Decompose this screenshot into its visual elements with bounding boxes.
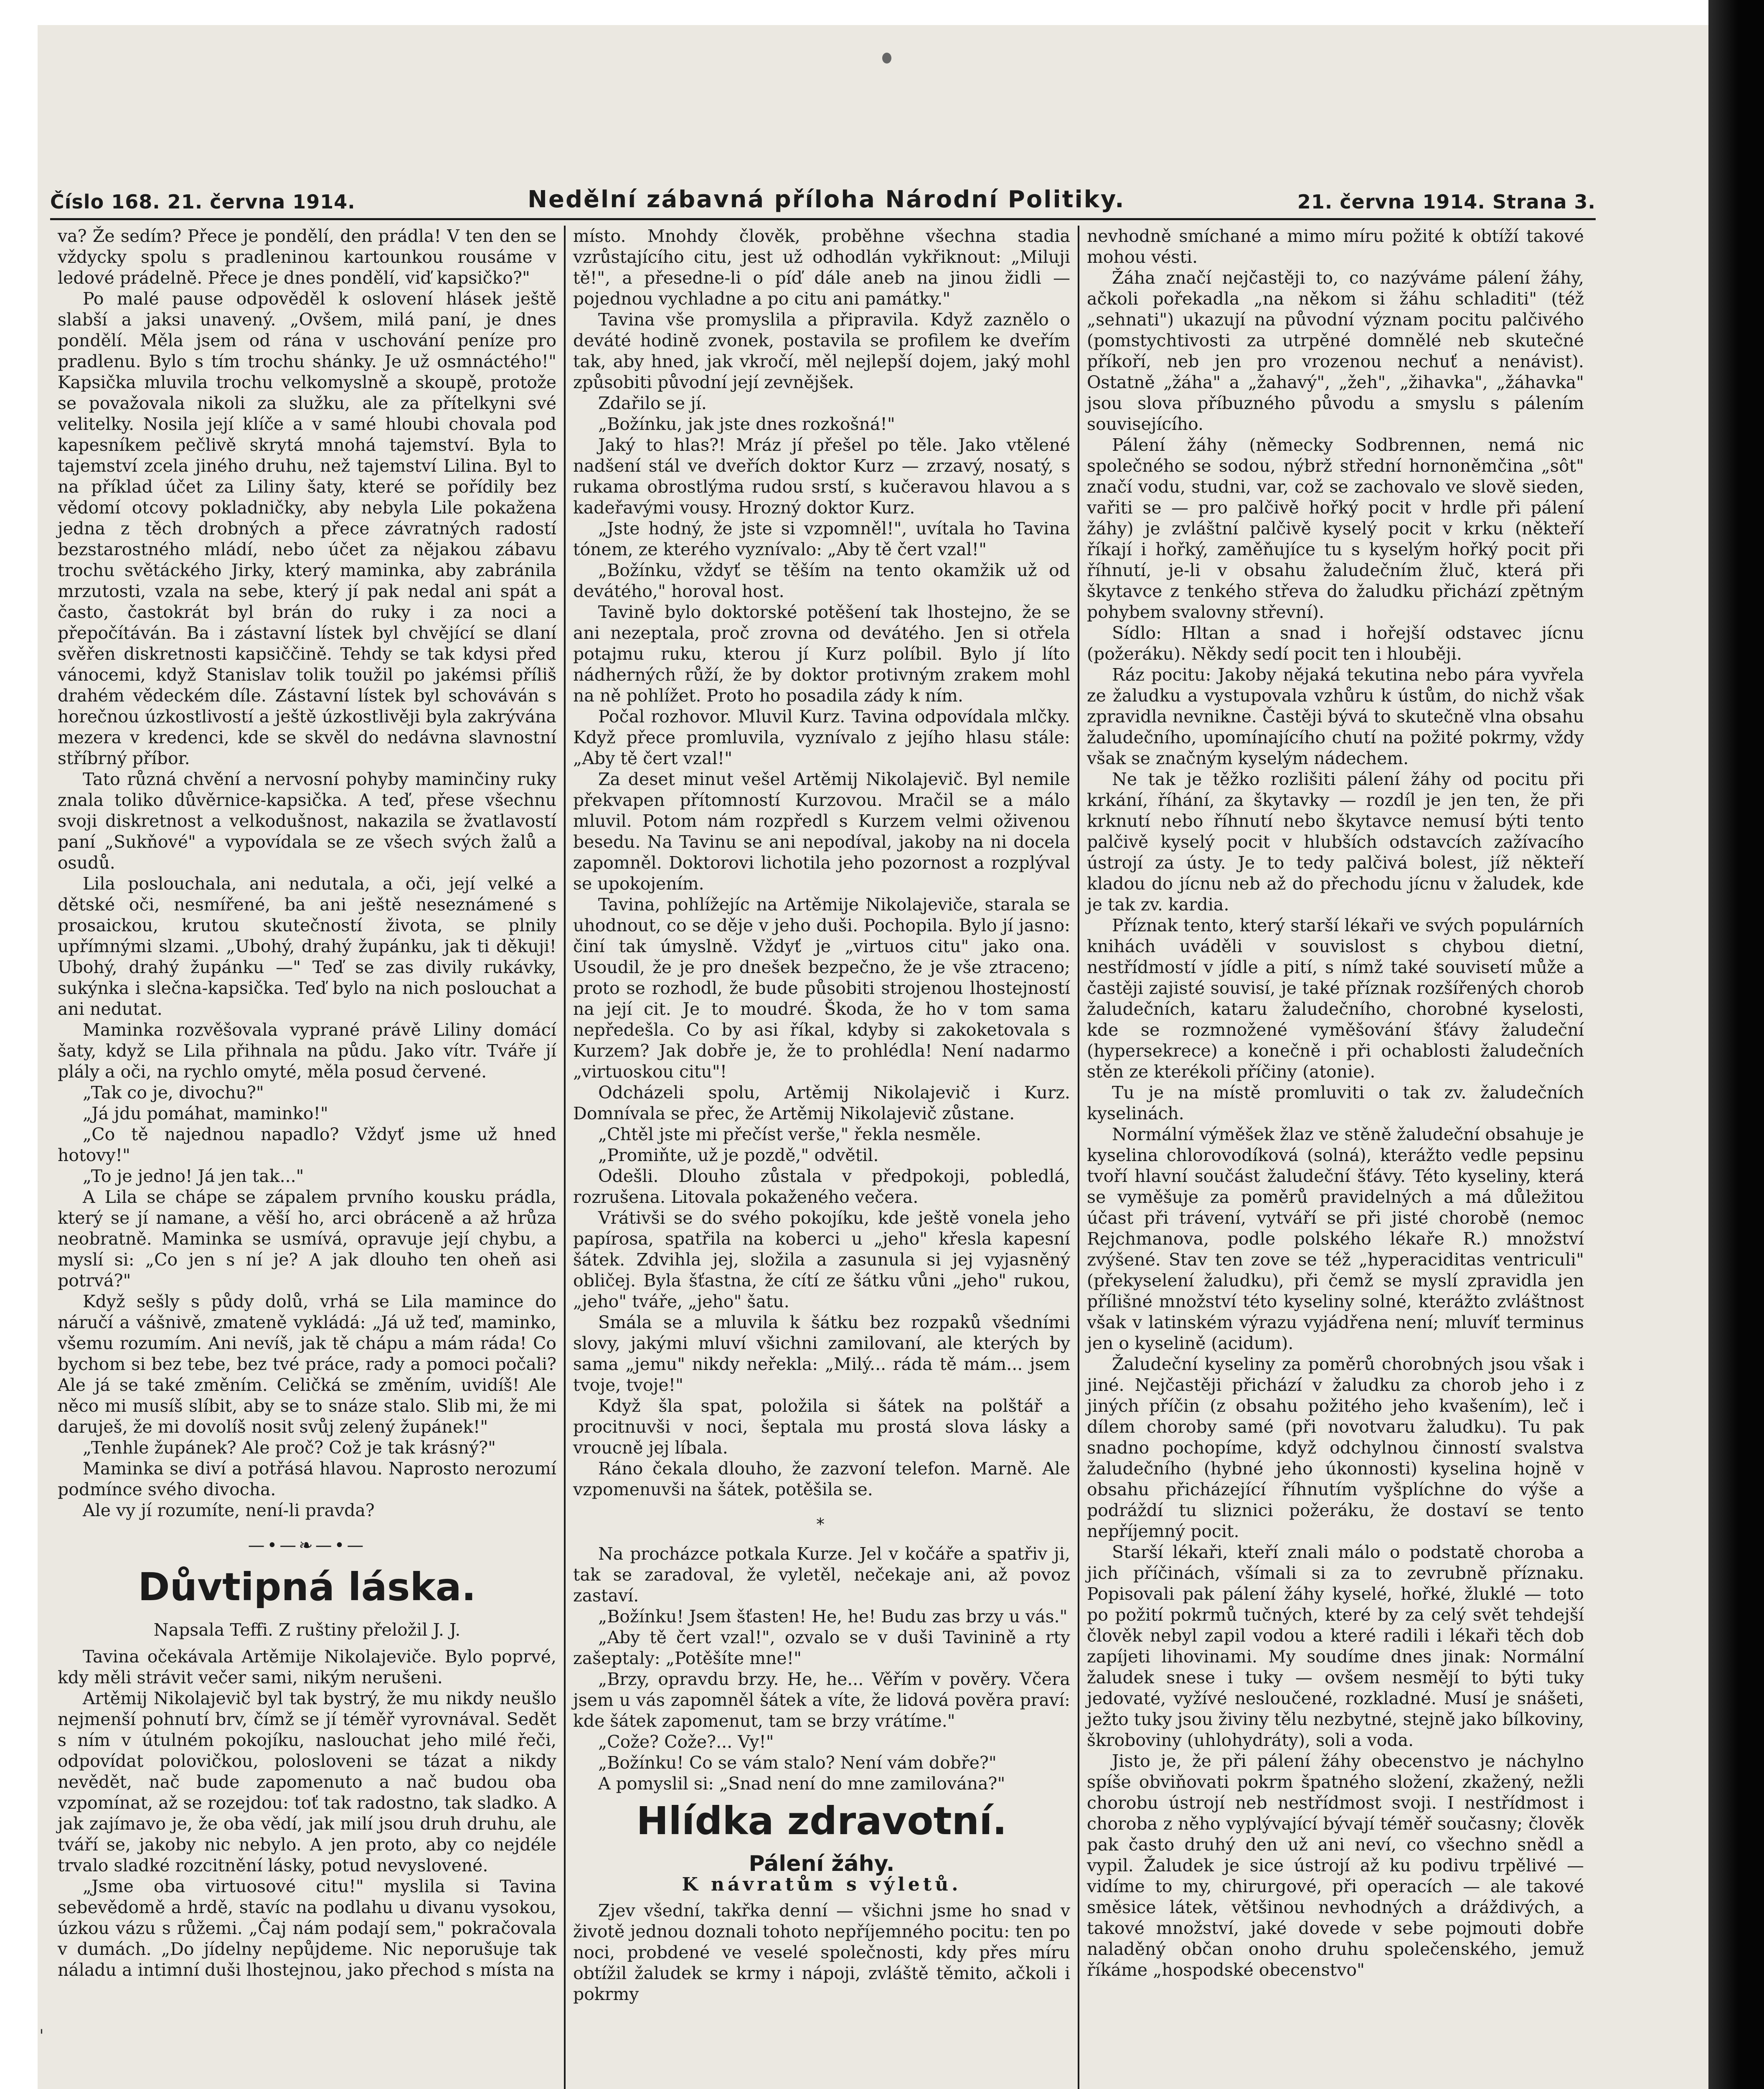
paragraph: „Božínku, vždyť se těším na tento okamžik už od devátého," horoval host. [573, 560, 1070, 601]
paragraph: Pálení žáhy (německy Sodbrennen, nemá nic společného se sodou, nýbrž střední hornoněmčina „sôt" značí vodu, studni, var, což se zachovalo ve slově sieden, vařiti se — pro palčivě hořký pocit v hrdle při pálení žáhy) je zvláštní palčivě kyselý pocit v krku (někteří říkají i hořký, zaměňujíce tu s kyselým hořký pocit při říhnutí, je-li v obsahu žaludečním žluč, která při škytavce z tenkého střeva do žaludku přichází zpětným pohybem svalovny střevní). [1087, 435, 1584, 622]
paragraph: Jaký to hlas?! Mráz jí přešel po těle. Jako vtělené nadšení stál ve dveřích doktor Kurz — zrzavý, nosatý, s rukama obrostlýma rudou srstí, s kučeravou hlavou a s kadeřavými vousy. Hrozný doktor Kurz. [573, 435, 1070, 518]
paragraph: Ne tak je těžko rozlišiti pálení žáhy od pocitu při krkání, říhání, za škytavky — rozdíl je jen ten, že při krknutí nebo říhnutí nebo škytavce nemusí býti tento palčivě kyselý pocit v hlubších odstavcích zažívacího ústrojí za ústy. Je to tedy palčivá bolest, jíž někteří kladou do jícnu neb až do přechodu jícnu v žaludek, kde je tak zv. kardia. [1087, 769, 1584, 915]
paragraph: Žáha značí nejčastěji to, co nazýváme pálení žáhy, ačkoli pořekadla „na někom si žáhu schladiti" (též „sehnati") ukazují na původní význam pocitu palčivého (pomstychtivosti za utrpěné domnělé neb skutečné příkoří, neb jen pro vrozenou nechuť a nenávist). Ostatně „žáha" a „žahavý", „žeh", „žihavka", „žáhavka" jsou slova příbuzného původu a smyslu s pálením souvisejícího. [1087, 268, 1584, 434]
scan-speck [882, 53, 891, 64]
paragraph: Tavina, pohlížejíc na Artěmije Nikolajeviče, starala se uhodnout, co se děje v jeho duši. Pochopila. Bylo jí jasno: činí tak úmyslně. Vždyť je „virtuos citu" jako ona. Usoudil, že je pro dnešek bezpečno, že je vše ztraceno; proto se rozhodl, že bude působiti strojenou lhostejností na její cit. Je to moudré. Škoda, že ho v tom sama nepředešla. Co by asi říkal, kdyby si zakoketovala s Kurzem? Jak dobře je, že to prohlédla! Není nadarmo „virtuoskou citu"! [573, 895, 1070, 1082]
paragraph: Zdařilo se jí. [598, 393, 707, 413]
paragraph: Když sešly s půdy dolů, vrhá se Lila mamince do náručí a vášnivě, zmateně vykládá: „Já už teď, maminko, všemu rozumím. Ani nevíš, jak tě chápu a mám ráda! Co bychom si bez tebe, bez tvé práce, rady a pomoci počali? Ale já se také změním. Celičká se změním, uvidíš! Ale něco mi musíš slíbit, aby se to snáze stalo. Slib mi, že mi daruješ, že mi dovolíš nosit svůj zelený župánek!" [58, 1291, 556, 1437]
paragraph: nevhodně smíchané a mimo míru požité k obtíží takové mohou vésti. [1087, 226, 1584, 267]
paragraph: „Chtěl jste mi přečíst verše," řekla nesměle. [598, 1124, 981, 1144]
paragraph: Odcházeli spolu, Artěmij Nikolajevič i Kurz. Domnívala se přec, že Artěmij Nikolajevič zůstane. [573, 1083, 1070, 1123]
paragraph: „Cože? Cože?... Vy!" [598, 1732, 774, 1752]
header-issue: Číslo 168. 21. června 1914. [50, 191, 355, 213]
paragraph: Maminka rozvěšovala vyprané právě Liliny domácí šaty, když se Lila přihnala na půdu. Jako vítr. Tváře jí plály a oči, na rychlo omyté, měla posud červené. [58, 1020, 556, 1082]
article-title: Pálení žáhy. [749, 1851, 895, 1876]
paragraph: Maminka se diví a potřásá hlavou. Naprosto nerozumí podmínce svého divocha. [58, 1459, 556, 1499]
paragraph: Zjev všední, takřka denní — všichni jsme ho snad v životě jednou doznali tohoto nepříjemného pocitu: ten po noci, probdené ve veselé společnosti, kdy přes míru obtížil žaludek se krmy i nápoji, zvláště těmito, ačkoli i pokrmy [573, 1901, 1070, 2004]
paragraph: „Promiňte, už je pozdě," odvětil. [598, 1145, 879, 1165]
paragraph: „Božínku! Jsem šťasten! He, he! Budu zas brzy u vás." [598, 1606, 1068, 1626]
paragraph: Ráz pocitu: Jakoby nějaká tekutina nebo pára vyvřela ze žaludku a vystupovala vzhůru k ústům, do nichž však zpravidla nevnikne. Častěji bývá to skutečně vlna obsahu žaludečního, upomínajícího chutí na požité pokrmy, vždy však se značným kyselým nádechem. [1087, 665, 1584, 768]
section-break: * [816, 1515, 827, 1534]
paragraph: „Co tě najednou napadlo? Vždyť jsme už hned hotovy!" [58, 1124, 556, 1165]
paragraph: Artěmij Nikolajevič byl tak bystrý, že mu nikdy neušlo nejmenší pohnutí brv, čímž se jí téměř vyrovnával. Sedět s ním v útulném pokojíku, naslouchat jeho milé řeči, odpovídat polovičkou, polosloveni se tázat a nikdy nevědět, nač bude zapomenuto a nač budou oba vzpomínat, až se rozejdou: toť tak radostno, tak sladko. A jak zajímavo je, že oba vědí, jak milí jsou druh druhu, ale tváří se, jakoby nic nebylo. A jen proto, aby co nejdéle trvalo sladké rozcitnění lásky, potud nevyslovené. [58, 1688, 556, 1876]
story-byline: Napsala Teffi. Z ruštiny přeložil J. J. [153, 1620, 461, 1640]
paragraph: Příznak tento, který starší lékaři ve svých populárních knihách uváděli v souvislost s chybou dietní, nestřídmostí v jídle a pití, s nímž také souvisetí může a častěji zajisté souvisí, je také příznak rozšířených chorob žaludečních, kataru žaludečního, chorobné kyselosti, kde se rozmnožené vyměšování šťávy žaludeční (hypersekrece) a konečně i při ochablosti žaludečních stěn ze kterékoli příčiny (atonie). [1087, 915, 1584, 1082]
paragraph: Starší lékaři, kteří znali málo o podstatě choroba a jich příčinách, všímali si za to zevrubně příznaku. Popisovali pak pálení žáhy kyselé, hořké, žluklé — toto po požití pokrmů tučných, které by za celý svět tehdejší člověk nebyl zapil vodou a které radili i lékaři těch dob zapíjeti lihovinami. My soudíme dnes jinak: Normální žaludek snese i tuky — ovšem nesmějí to býti tuky jedovaté, vyžívé nesloučené, rozkladné. Musí je snášeti, ježto tuky jsou živiny tělu nezbytné, stejně jako bílkoviny, škroboviny (uhlohydráty), soli a voda. [1087, 1542, 1584, 1750]
margin-fragment: ' [39, 2026, 44, 2046]
header-date-page: 21. června 1914. Strana 3. [1297, 191, 1596, 213]
paragraph: Tu je na místě promluviti o tak zv. žaludečních kyselinách. [1087, 1083, 1584, 1123]
scan-border [1708, 0, 1764, 2089]
paragraph: Když šla spat, položila si šátek na polštář a procitnuvši v noci, šeptala mu prostá slova lásky a vroucně jej líbala. [573, 1396, 1070, 1458]
newspaper-page [38, 25, 1708, 2089]
paragraph: Ale vy jí rozumíte, není-li pravda? [83, 1500, 375, 1520]
column-1 [50, 226, 564, 2089]
section-headline: Hlídka zdravotní. [636, 1799, 1007, 1843]
paragraph: Žaludeční kyseliny za poměrů chorobných jsou však i jiné. Nejčastěji přichází v žaludku za chorob jeho i z jiných příčin (z obsahu požitého jeho kvašením), leč i dílem choroby samé (při novotvaru žaludku). Tu pak snadno pochopíme, když odchylnou činností svalstva žaludečního (hybné jeho úkonnosti) kyselina hojně v obsahu přicházející říhnutím vyšplíchne do výše a podráždí tu sliznici požeráku, že dostaví se tento nepříjemný pocit. [1087, 1354, 1584, 1541]
column-2 [564, 226, 1078, 2089]
paragraph: „Já jdu pomáhat, maminko!" [83, 1103, 328, 1123]
paragraph: „Božínku, jak jste dnes rozkošná!" [598, 414, 895, 434]
paragraph: „Tenhle župánek? Ale proč? Což je tak krásný?" [83, 1438, 496, 1458]
paragraph: „Jsme oba virtuosové citu!" myslila si Tavina sebevědomě a hrdě, stavíc na podlahu u divanu vysokou, úzkou vázu s růžemi. „Čaj nám podají sem," pokračovala v dumách. „Do jídelny nepůjdeme. Nic neporušuje tak náladu a intimní duši lhostejnou, jako přechod s místa na [58, 1876, 556, 1980]
article-subtitle: K návratům s výletů. [682, 1874, 962, 1895]
paragraph: Ráno čekala dlouho, že zazvoní telefon. Marně. Ale vzpomenuvši na šátek, potěšila se. [573, 1459, 1070, 1499]
paragraph: Tato různá chvění a nervosní pohyby maminčiny ruky znala toliko důvěrnice-kapsička. A teď, přese všechnu svoji diskretnost a velkodušnost, nakazila se žvatlavostí paní „Sukňové" a vypovídala se ze všech svých žalů a osudů. [58, 769, 556, 873]
text-columns [50, 226, 1625, 2089]
paragraph: Normální výměšek žlaz ve stěně žaludeční obsahuje je kyselina chlorovodíková (solná), kterážto vedle pepsinu tvoří hlavní součást žaludeční šťávy. Této kyseliny, která se vyměšuje za poměrů pravidelných a má důležitou účast při trávení, vytváří se při jisté chorobě (nemoc Rejchmanova, podle polského lékaře R.) množství zvýšené. Stav ten zove se též „hyperaciditas ventriculi" (překyselení žaludku), při čemž se myslí zpravidla jen přílišné množství této kyseliny solné, kterážto zvláštnost však v latinském výrazu vyjádřena není; mluvíť terminus jen o kyselině (acidum). [1087, 1124, 1584, 1353]
paragraph: Tavina vše promyslila a připravila. Když zaznělo o deváté hodině zvonek, postavila se profilem ke dveřím tak, aby hned, jak vkročí, měl nejlepší dojem, jaký mohl způsobiti původní její zevnějšek. [573, 310, 1070, 392]
story-headline: Důvtipná láska. [138, 1565, 476, 1609]
paragraph: Tavině bylo doktorské potěšení tak lhostejno, že se ani nezeptala, proč zrovna od devátého. Jen si otřela potajmu ruku, kterou jí Kurz políbil. Bylo jí líto nádherných růží, že by doktor protivným zrakem mohl na ně pohlížet. Proto ho posadila zády k ním. [573, 602, 1070, 706]
section-ornament: —•—❧—•— [248, 1536, 366, 1555]
paragraph: „Aby tě čert vzal!", ozvalo se v duši Tavinině a rty zašeptaly: „Potěšíte mne!" [573, 1627, 1070, 1668]
paragraph: Po malé pause odpověděl k oslovení hlásek ještě slabší a jaksi unavený. „Ovšem, milá paní, je dnes pondělí. Měla jsem od rána v uschování peníze pro pradlenu. Bylo s tím trochu shánky. Je už osmnáctého!" Kapsička mluvila trochu velkomyslně a skoupě, protože se považovala nikoli za služku, ale za přítelkyni své velitelky. Nosila její klíče a v samé hloubi chovala pod kapesníkem pečlivě skrytá mnohá tajemství. Byla to tajemství zcela jiného druhu, než tajemství Lilina. Byl to na příklad účet za Liliny šaty, které se pořídily bez vědomí otcovy pokladničky, aby nebyla Lile pokažena jedna z těch drobných a přece závratných radostí bezstarostného mládí, nebo účet za nějakou zábavu trochu světáckého Jirky, který maminka, aby zabránila mrzutosti, vzala na sebe, který jí pak nedal ani spát a často, častokrát byl brán do ruky i za noci a přepočítáván. Ba i zástavní lístek byl chvějící se dlaní svěřen diskretnosti kapsiččině. Tehdy se tak kdysi před vánocemi, když Stanislav tolik toužil po jakémsi příliš drahém vědeckém díle. Zástavní lístek byl schováván s horečnou úzkostlivostí a ještě úzkostlivěji byla zakrývána mezera v kredenci, kde se skvěl do nedávna slavnostní stříbrný příbor. [58, 289, 556, 768]
paragraph: „Božínku! Co se vám stalo? Není vám dobře?" [598, 1753, 997, 1773]
column-3 [1078, 226, 1591, 2089]
paragraph: A pomyslil si: „Snad není do mne zamilována?" [598, 1774, 1005, 1794]
paragraph: Lila poslouchala, ani nedutala, a oči, její velké a dětské oči, nesmířené, ba ani ještě neseznámené s prosaickou, krutou skutečností života, se plnily upřímnými slzami. „Ubohý, drahý župánku, jak ti děkuji! Ubohý, drahý župánku —" Teď se zas divily rukávky, sukýnka i slečna-kapsička. Teď bylo na nich poslouchat a ani nedutat. [58, 874, 556, 1019]
paragraph: místo. Mnohdy člověk, proběhne všechna stadia vzrůstajícího citu, jest už odhodlán vykřiknout: „Miluji tě!", a přesedne-li o píď dále aneb na jinou židli — pojednou vychladne a po citu ani památky." [573, 226, 1070, 309]
paragraph: Smála se a mluvila k šátku bez rozpaků všedními slovy, jakými mluví všichni zamilovaní, ale kterých by sama „jemu" nikdy neřekla: „Milý... ráda tě mám... jsem tvoje, tvoje!" [573, 1312, 1070, 1395]
paragraph: Jisto je, že při pálení žáhy obecenstvo je náchylno spíše obviňovati pokrm špatného složení, zkažený, nežli chorobu ústrojí neb nestřídmost svoji. I nestřídmost i choroba z něho vyplývající bývají téměř současny; člověk pak často druhý den už ani neví, co všechno snědl a vypil. Žaludek je sice ústrojí až ku podivu trpělivé — vidíme to my, chirurgové, při operacích — ale takové směsice látek, většinou nevhodných a dráždivých, a takové množství, jaké dovede v sebe pojmouti dobře naladěný občan onoho druhu společenského, jemuž říkáme „hospodské obecenstvo" [1087, 1751, 1584, 1980]
paragraph: Sídlo: Hltan a snad i hořejší odstavec jícnu (požeráku). Někdy sedí pocit ten i hlouběji. [1087, 623, 1584, 664]
paragraph: „Tak co je, divochu?" [83, 1083, 264, 1103]
paragraph: Počal rozhovor. Mluvil Kurz. Tavina odpovídala mlčky. Když přece promluvila, vyznívalo z jejího hlasu stále: „Aby tě čert vzal!" [573, 706, 1070, 768]
header-title: Nedělní zábavná příloha Národní Politiky. [528, 186, 1125, 213]
running-header [50, 175, 1596, 220]
paragraph: Odešli. Dlouho zůstala v předpokoji, pobledlá, rozrušena. Litovala pokaženého večera. [573, 1166, 1070, 1207]
paragraph: Na procházce potkala Kurze. Jel v kočáře a spatřiv ji, tak se zaradoval, že vyletěl, nečekaje ani, až povoz zastaví. [573, 1544, 1070, 1606]
paragraph: „Brzy, opravdu brzy. He, he... Věřím v pověry. Včera jsem u vás zapomněl šátek a víte, že lidová pověra praví: kde šátek zapomenut, tam se brzy vrátíme." [573, 1669, 1070, 1731]
paragraph: „To je jedno! Já jen tak..." [83, 1166, 304, 1186]
paragraph: „Jste hodný, že jste si vzpomněl!", uvítala ho Tavina tónem, ze kterého vyznívalo: „Aby tě čert vzal!" [573, 518, 1070, 559]
paragraph: A Lila se chápe se zápalem prvního kousku prádla, který se jí namane, a věší ho, arci obráceně a až hrůza neobratně. Maminka se usmívá, opravuje její chybu, a myslí si: „Co jen s ní je? A jak dlouho ten oheň asi potrvá?" [58, 1187, 556, 1291]
paragraph: Za deset minut vešel Artěmij Nikolajevič. Byl nemile překvapen přítomností Kurzovou. Mračil se a málo mluvil. Potom nám rozpředl s Kurzem velmi oživenou besedu. Na Tavinu se ani nepodíval, jakoby na ni docela zapomněl. Doktorovi lichotila jeho pozornost a rozplýval se upokojením. [573, 769, 1070, 894]
paragraph: va? Že sedím? Přece je pondělí, den prádla! V ten den se vždycky spolu s pradleninou kartounkou rousáme v ledové prádelně. Přece je dnes pondělí, viď kapsičko?" [58, 226, 556, 288]
paragraph: Tavina očekávala Artěmije Nikolajeviče. Bylo poprvé, kdy měli strávit večer sami, nikým nerušeni. [58, 1647, 556, 1687]
paragraph: Vrátivši se do svého pokojíku, kde ještě vonela jeho papírosa, spatřila na koberci u „jeho" křesla kapesní šátek. Zdvihla jej, složila a zasunula si jej vyjasněný obličej. Byla šťastna, že cítí ze šátku vůni „jeho" rukou, „jeho" tváře, „jeho" šatu. [573, 1208, 1070, 1311]
